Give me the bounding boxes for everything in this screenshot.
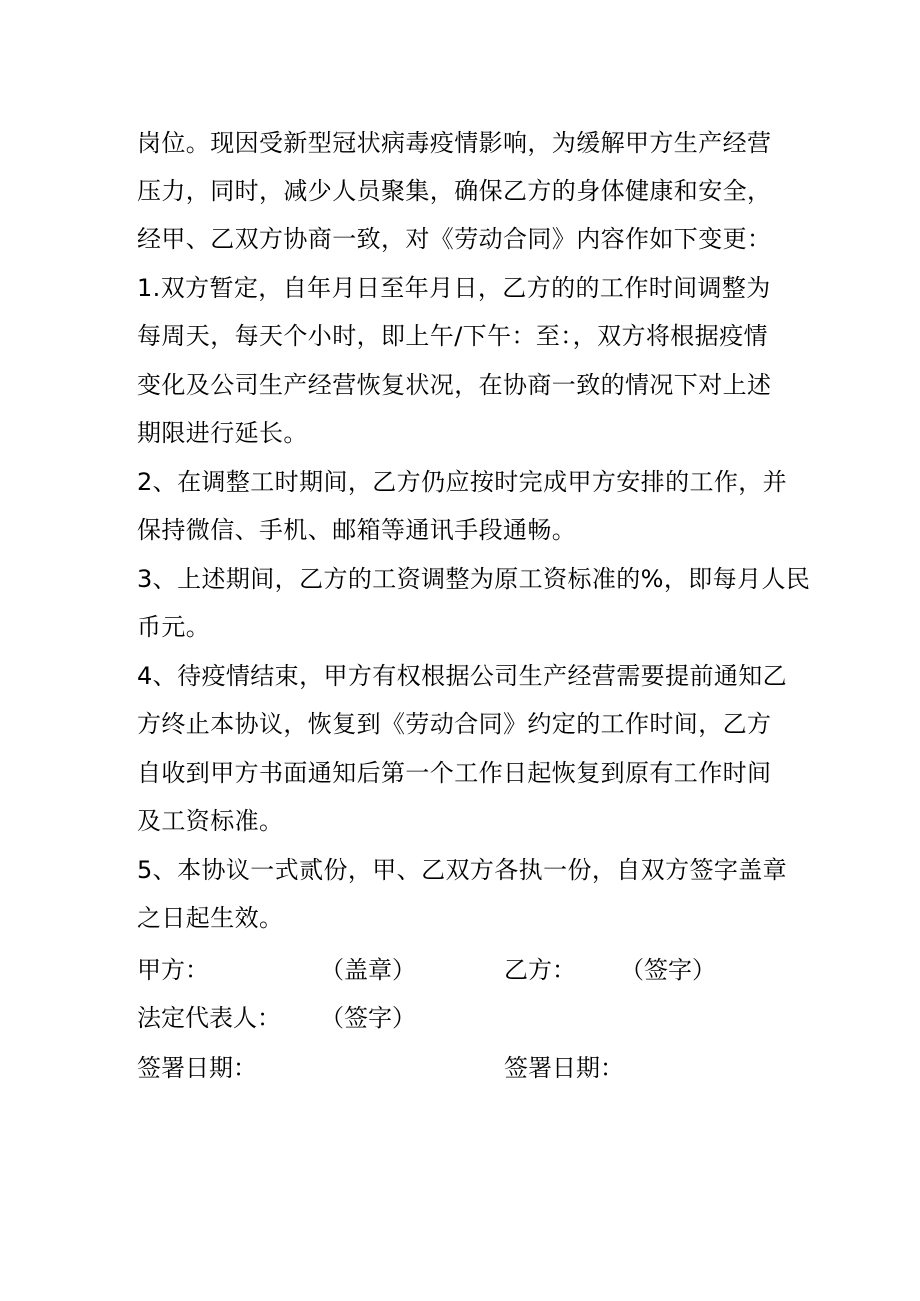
body-line-16: 5、本协议一式贰份，甲、乙双方各执一份，自双方签字盖章 — [137, 856, 788, 884]
body-line-10: 3、上述期间，乙方的工资调整为原工资标准的%，即每月人民 — [137, 565, 811, 593]
body-line-15: 及工资标准。 — [137, 807, 284, 835]
body-line-5: 每周天，每天个小时，即上午/下午：至：，双方将根据疫情 — [137, 322, 768, 350]
body-line-13: 方终止本协议，恢复到《劳动合同》约定的工作时间，乙方 — [137, 710, 772, 738]
body-line-12: 4、待疫情结束，甲方有权根据公司生产经营需要提前通知乙 — [137, 662, 788, 690]
body-line-4: 1.双方暂定，自年月日至年月日，乙方的的工作时间调整为 — [137, 274, 771, 302]
party-b-sign: （签字） — [620, 956, 716, 984]
party-a-seal: （盖章） — [320, 956, 416, 984]
legal-rep-label: 法定代表人： — [137, 1004, 281, 1032]
body-line-14: 自收到甲方书面通知后第一个工作日起恢复到原有工作时间 — [137, 759, 772, 787]
legal-rep-sign: （签字） — [320, 1004, 416, 1032]
body-line-8: 2、在调整工时期间，乙方仍应按时完成甲方安排的工作，并 — [137, 468, 788, 496]
body-line-9: 保持微信、手机、邮箱等通讯手段通畅。 — [137, 516, 577, 544]
body-line-1: 岗位。现因受新型冠状病毒疫情影响，为缓解甲方生产经营 — [137, 129, 772, 157]
date-b-label: 签署日期： — [504, 1054, 624, 1082]
body-line-17: 之日起生效。 — [137, 904, 284, 932]
body-line-6: 变化及公司生产经营恢复状况，在协商一致的情况下对上述 — [137, 371, 772, 399]
body-line-7: 期限进行延长。 — [137, 419, 308, 447]
body-line-11: 币元。 — [137, 613, 211, 641]
date-a-label: 签署日期： — [137, 1054, 257, 1082]
body-line-2: 压力，同时，减少人员聚集，确保乙方的身体健康和安全， — [137, 177, 772, 205]
party-a-label: 甲方： — [137, 956, 209, 984]
body-line-3: 经甲、乙双方协商一致，对《劳动合同》内容作如下变更： — [137, 225, 772, 253]
party-b-label: 乙方： — [504, 956, 576, 984]
